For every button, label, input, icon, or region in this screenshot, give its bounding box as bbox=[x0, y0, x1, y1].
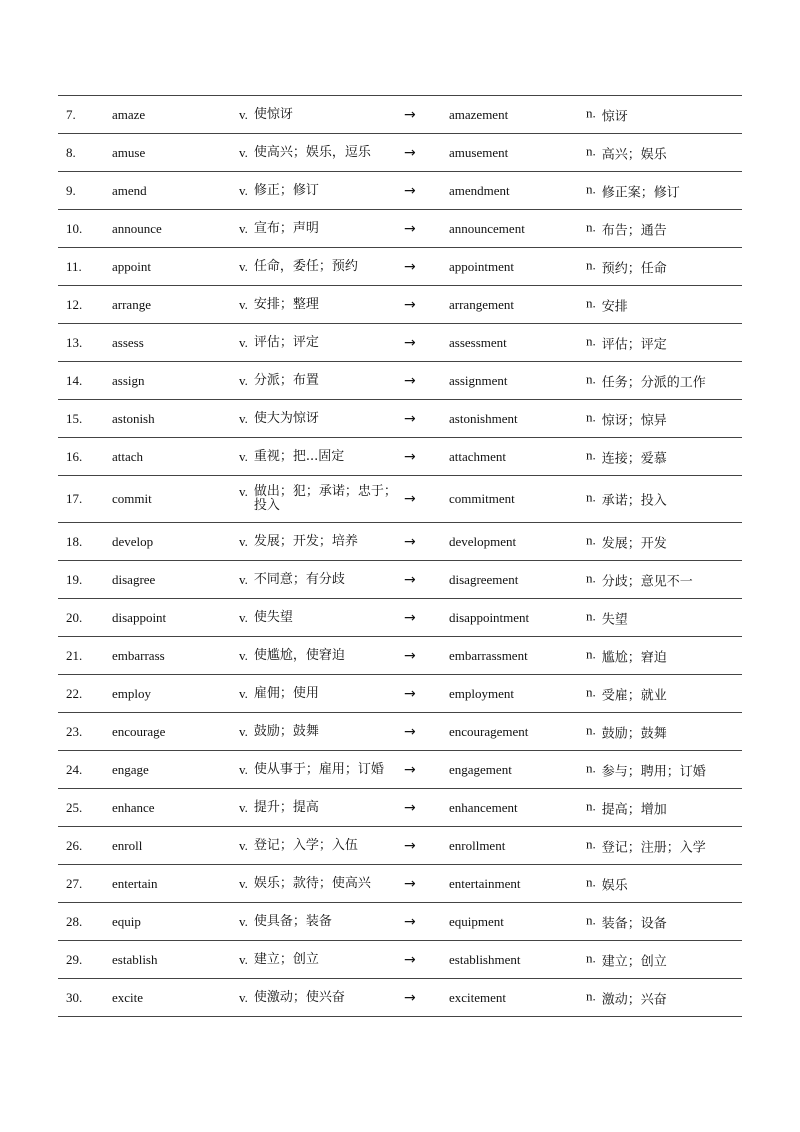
noun-word: attachment bbox=[449, 448, 507, 464]
verb-pos: v. bbox=[239, 220, 248, 236]
noun-definition bbox=[586, 722, 667, 741]
noun-word: disappointment bbox=[449, 609, 530, 625]
noun-definition bbox=[586, 181, 680, 200]
noun-meaning: 安排 bbox=[601, 299, 628, 314]
noun-meaning: 评估；评定 bbox=[601, 337, 667, 352]
noun-word: engagement bbox=[449, 761, 512, 777]
noun-word: astonishment bbox=[449, 410, 518, 426]
verb-definition bbox=[239, 649, 397, 663]
noun-pos: n. bbox=[586, 181, 596, 196]
right-arrow-icon: → bbox=[404, 951, 416, 968]
verb-pos: v. bbox=[239, 144, 248, 160]
noun-word: employment bbox=[449, 685, 514, 701]
noun-word: announcement bbox=[449, 220, 525, 236]
row-number: 7. bbox=[66, 106, 76, 122]
table-row bbox=[58, 362, 742, 400]
noun-pos: n. bbox=[586, 532, 596, 547]
noun-pos: n. bbox=[586, 371, 596, 386]
verb-meaning: 使惊讶 bbox=[253, 106, 293, 122]
verb-pos: v. bbox=[239, 989, 248, 1005]
noun-word: arrangement bbox=[449, 296, 514, 312]
table-row bbox=[58, 599, 742, 637]
verb-definition bbox=[239, 108, 397, 122]
table-row bbox=[58, 172, 742, 210]
row-number: 13. bbox=[66, 334, 83, 350]
verb-definition bbox=[239, 991, 397, 1005]
verb-meaning: 分派；布置 bbox=[253, 372, 319, 388]
table-row bbox=[58, 903, 742, 941]
noun-definition bbox=[586, 874, 628, 893]
table-row bbox=[58, 941, 742, 979]
verb-word: develop bbox=[112, 533, 154, 549]
verb-meaning: 使从事于；雇用；订婚 bbox=[253, 761, 384, 777]
noun-word: entertainment bbox=[449, 875, 521, 891]
verb-meaning: 修正；修订 bbox=[253, 182, 319, 198]
row-number: 25. bbox=[66, 799, 83, 815]
noun-definition bbox=[586, 608, 628, 627]
right-arrow-icon: → bbox=[404, 647, 416, 664]
right-arrow-icon: → bbox=[404, 799, 416, 816]
noun-word: assignment bbox=[449, 372, 508, 388]
verb-meaning: 安排；整理 bbox=[253, 296, 319, 312]
row-number: 23. bbox=[66, 723, 83, 739]
table-row bbox=[58, 637, 742, 675]
noun-pos: n. bbox=[586, 798, 596, 813]
verb-definition bbox=[239, 839, 397, 853]
noun-pos: n. bbox=[586, 219, 596, 234]
verb-meaning: 使高兴；娱乐，逗乐 bbox=[253, 144, 371, 160]
noun-definition bbox=[586, 684, 667, 703]
row-number: 24. bbox=[66, 761, 83, 777]
row-number: 11. bbox=[66, 258, 82, 274]
noun-pos: n. bbox=[586, 760, 596, 775]
noun-pos: n. bbox=[586, 143, 596, 158]
noun-meaning: 提高；增加 bbox=[601, 802, 667, 817]
verb-definition bbox=[239, 953, 397, 967]
verb-meaning: 登记；入学；入伍 bbox=[253, 837, 358, 853]
table-row bbox=[58, 286, 742, 324]
verb-definition bbox=[239, 298, 397, 312]
verb-definition bbox=[239, 763, 397, 777]
noun-meaning: 布告；通告 bbox=[601, 223, 667, 238]
verb-word: employ bbox=[112, 685, 151, 701]
verb-pos: v. bbox=[239, 484, 248, 499]
noun-word: amendment bbox=[449, 182, 510, 198]
noun-meaning: 任务；分派的工作 bbox=[601, 375, 706, 390]
noun-word: amusement bbox=[449, 144, 509, 160]
verb-meaning: 发展；开发；培养 bbox=[253, 533, 358, 549]
verb-pos: v. bbox=[239, 533, 248, 549]
noun-pos: n. bbox=[586, 105, 596, 120]
right-arrow-icon: → bbox=[404, 296, 416, 313]
row-number: 12. bbox=[66, 296, 83, 312]
noun-definition bbox=[586, 333, 667, 352]
right-arrow-icon: → bbox=[404, 182, 416, 199]
noun-definition bbox=[586, 447, 667, 466]
row-number: 30. bbox=[66, 989, 83, 1005]
verb-pos: v. bbox=[239, 334, 248, 350]
table-row bbox=[58, 324, 742, 362]
verb-pos: v. bbox=[239, 837, 248, 853]
verb-word: assign bbox=[112, 372, 145, 388]
table-row bbox=[58, 400, 742, 438]
table-row bbox=[58, 523, 742, 561]
verb-word: amend bbox=[112, 182, 147, 198]
verb-definition bbox=[239, 336, 397, 350]
noun-definition bbox=[586, 988, 667, 1007]
noun-meaning: 高兴；娱乐 bbox=[601, 147, 667, 162]
noun-word: excitement bbox=[449, 989, 507, 1005]
verb-definition bbox=[239, 687, 397, 701]
verb-meaning: 雇佣；使用 bbox=[253, 685, 319, 701]
verb-meaning: 建立；创立 bbox=[253, 951, 319, 967]
right-arrow-icon: → bbox=[404, 448, 416, 465]
noun-pos: n. bbox=[586, 489, 596, 505]
right-arrow-icon: → bbox=[404, 609, 416, 626]
verb-pos: v. bbox=[239, 685, 248, 701]
verb-word: amuse bbox=[112, 144, 146, 160]
row-number: 17. bbox=[66, 491, 83, 506]
noun-word: commitment bbox=[449, 491, 515, 506]
verb-meaning: 重视；把...固定 bbox=[253, 448, 345, 464]
noun-meaning: 失望 bbox=[601, 612, 628, 627]
verb-meaning: 使激动；使兴奋 bbox=[253, 989, 345, 1005]
table-row bbox=[58, 561, 742, 599]
row-number: 27. bbox=[66, 875, 83, 891]
table-row bbox=[58, 96, 742, 134]
row-number: 28. bbox=[66, 913, 83, 929]
verb-definition bbox=[239, 374, 397, 388]
table-row bbox=[58, 248, 742, 286]
verb-definition bbox=[239, 260, 397, 274]
verb-definition bbox=[239, 412, 397, 426]
noun-pos: n. bbox=[586, 874, 596, 889]
row-number: 8. bbox=[66, 144, 76, 160]
verb-word: entertain bbox=[112, 875, 158, 891]
verb-word: encourage bbox=[112, 723, 166, 739]
verb-meaning: 评估；评定 bbox=[253, 334, 319, 350]
verb-word: engage bbox=[112, 761, 149, 777]
noun-definition bbox=[586, 371, 706, 390]
noun-meaning: 发展；开发 bbox=[601, 536, 667, 551]
noun-definition bbox=[586, 798, 667, 817]
noun-pos: n. bbox=[586, 722, 596, 737]
table-row bbox=[58, 865, 742, 903]
right-arrow-icon: → bbox=[404, 372, 416, 389]
noun-meaning: 激动；兴奋 bbox=[601, 992, 667, 1007]
noun-definition bbox=[586, 760, 706, 779]
verb-word: enroll bbox=[112, 837, 143, 853]
verb-definition bbox=[239, 535, 397, 549]
noun-meaning: 连接；爱慕 bbox=[601, 451, 667, 466]
verb-definition bbox=[239, 146, 397, 160]
noun-pos: n. bbox=[586, 836, 596, 851]
verb-meaning: 宣布；声明 bbox=[253, 220, 319, 236]
noun-pos: n. bbox=[586, 570, 596, 585]
verb-meaning: 使尴尬，使窘迫 bbox=[253, 647, 345, 663]
noun-definition bbox=[586, 836, 706, 855]
verb-pos: v. bbox=[239, 182, 248, 198]
verb-definition bbox=[239, 801, 397, 815]
right-arrow-icon: → bbox=[404, 533, 416, 550]
verb-word: excite bbox=[112, 989, 144, 1005]
noun-meaning: 装备；设备 bbox=[601, 916, 667, 931]
verb-definition bbox=[239, 222, 397, 236]
noun-meaning: 尴尬；窘迫 bbox=[601, 650, 667, 665]
noun-definition bbox=[586, 646, 667, 665]
noun-meaning: 参与；聘用；订婚 bbox=[601, 764, 706, 779]
noun-word: enrollment bbox=[449, 837, 506, 853]
noun-definition bbox=[586, 532, 667, 551]
verb-word: embarrass bbox=[112, 647, 165, 663]
noun-meaning: 娱乐 bbox=[601, 878, 628, 893]
noun-word: assessment bbox=[449, 334, 507, 350]
verb-word: announce bbox=[112, 220, 162, 236]
row-number: 26. bbox=[66, 837, 83, 853]
table-row bbox=[58, 438, 742, 476]
noun-meaning: 修正案；修订 bbox=[601, 185, 680, 200]
verb-word: disagree bbox=[112, 571, 156, 587]
row-number: 15. bbox=[66, 410, 83, 426]
right-arrow-icon: → bbox=[404, 571, 416, 588]
row-number: 22. bbox=[66, 685, 83, 701]
noun-definition bbox=[586, 912, 667, 931]
verb-word: disappoint bbox=[112, 609, 167, 625]
verb-pos: v. bbox=[239, 372, 248, 388]
verb-word: arrange bbox=[112, 296, 151, 312]
noun-pos: n. bbox=[586, 646, 596, 661]
table-row bbox=[58, 675, 742, 713]
vocabulary-table bbox=[58, 95, 742, 1017]
verb-meaning: 使具备；装备 bbox=[253, 913, 332, 929]
noun-meaning: 建立；创立 bbox=[601, 954, 667, 969]
noun-pos: n. bbox=[586, 333, 596, 348]
verb-word: attach bbox=[112, 448, 144, 464]
noun-definition bbox=[586, 490, 667, 509]
verb-word: commit bbox=[112, 491, 152, 506]
row-number: 16. bbox=[66, 448, 83, 464]
right-arrow-icon: → bbox=[404, 491, 416, 507]
table-row bbox=[58, 789, 742, 827]
row-number: 20. bbox=[66, 609, 83, 625]
noun-pos: n. bbox=[586, 988, 596, 1003]
right-arrow-icon: → bbox=[404, 723, 416, 740]
verb-pos: v. bbox=[239, 761, 248, 777]
noun-meaning: 鼓励；鼓舞 bbox=[601, 726, 667, 741]
verb-definition bbox=[239, 184, 397, 198]
right-arrow-icon: → bbox=[404, 220, 416, 237]
verb-pos: v. bbox=[239, 647, 248, 663]
verb-meaning: 提升；提高 bbox=[253, 799, 319, 815]
noun-meaning: 预约；任命 bbox=[601, 261, 667, 276]
noun-meaning: 惊讶 bbox=[601, 109, 628, 124]
noun-meaning: 承诺；投入 bbox=[601, 493, 667, 509]
row-number: 9. bbox=[66, 182, 76, 198]
noun-pos: n. bbox=[586, 684, 596, 699]
noun-definition bbox=[586, 409, 667, 428]
verb-pos: v. bbox=[239, 723, 248, 739]
verb-word: amaze bbox=[112, 106, 146, 122]
verb-definition bbox=[239, 877, 397, 891]
verb-definition bbox=[239, 915, 397, 929]
right-arrow-icon: → bbox=[404, 334, 416, 351]
noun-word: amazement bbox=[449, 106, 509, 122]
verb-meaning: 娱乐；款待；使高兴 bbox=[253, 875, 371, 891]
verb-pos: v. bbox=[239, 410, 248, 426]
verb-pos: v. bbox=[239, 258, 248, 274]
noun-definition bbox=[586, 219, 667, 238]
table-row bbox=[58, 134, 742, 172]
verb-word: equip bbox=[112, 913, 141, 929]
noun-word: embarrassment bbox=[449, 647, 528, 663]
verb-pos: v. bbox=[239, 106, 248, 122]
verb-meaning: 鼓励；鼓舞 bbox=[253, 723, 319, 739]
right-arrow-icon: → bbox=[404, 106, 416, 123]
noun-word: development bbox=[449, 533, 517, 549]
right-arrow-icon: → bbox=[404, 875, 416, 892]
verb-word: astonish bbox=[112, 410, 155, 426]
noun-word: enhancement bbox=[449, 799, 518, 815]
right-arrow-icon: → bbox=[404, 258, 416, 275]
noun-pos: n. bbox=[586, 608, 596, 623]
verb-meaning: 任命，委任；预约 bbox=[253, 258, 358, 274]
noun-word: equipment bbox=[449, 913, 504, 929]
noun-pos: n. bbox=[586, 257, 596, 272]
noun-word: establishment bbox=[449, 951, 521, 967]
table-row bbox=[58, 751, 742, 789]
verb-definition bbox=[239, 485, 397, 513]
verb-word: enhance bbox=[112, 799, 155, 815]
right-arrow-icon: → bbox=[404, 685, 416, 702]
row-number: 18. bbox=[66, 533, 83, 549]
table-body bbox=[58, 96, 742, 1017]
table-row bbox=[58, 210, 742, 248]
noun-definition bbox=[586, 570, 693, 589]
noun-definition bbox=[586, 105, 628, 124]
verb-definition bbox=[239, 573, 397, 587]
verb-definition bbox=[239, 611, 397, 625]
noun-word: disagreement bbox=[449, 571, 519, 587]
verb-word: establish bbox=[112, 951, 158, 967]
noun-definition bbox=[586, 257, 667, 276]
noun-meaning: 登记；注册；入学 bbox=[601, 840, 706, 855]
noun-meaning: 分歧；意见不一 bbox=[601, 574, 693, 589]
verb-meaning: 做出；犯；承诺；忠于；投入 bbox=[253, 484, 397, 513]
noun-meaning: 受雇；就业 bbox=[601, 688, 667, 703]
verb-definition bbox=[239, 450, 397, 464]
row-number: 21. bbox=[66, 647, 83, 663]
verb-meaning: 不同意；有分歧 bbox=[253, 571, 345, 587]
right-arrow-icon: → bbox=[404, 913, 416, 930]
right-arrow-icon: → bbox=[404, 144, 416, 161]
noun-definition bbox=[586, 295, 628, 314]
noun-pos: n. bbox=[586, 295, 596, 310]
verb-pos: v. bbox=[239, 609, 248, 625]
table-row bbox=[58, 476, 742, 523]
noun-pos: n. bbox=[586, 950, 596, 965]
verb-pos: v. bbox=[239, 913, 248, 929]
verb-definition bbox=[239, 725, 397, 739]
row-number: 19. bbox=[66, 571, 83, 587]
table-row bbox=[58, 979, 742, 1017]
noun-pos: n. bbox=[586, 409, 596, 424]
verb-pos: v. bbox=[239, 571, 248, 587]
noun-definition bbox=[586, 143, 667, 162]
noun-definition bbox=[586, 950, 667, 969]
verb-pos: v. bbox=[239, 875, 248, 891]
verb-word: assess bbox=[112, 334, 144, 350]
right-arrow-icon: → bbox=[404, 837, 416, 854]
verb-meaning: 使大为惊讶 bbox=[253, 410, 319, 426]
noun-word: encouragement bbox=[449, 723, 529, 739]
verb-pos: v. bbox=[239, 799, 248, 815]
row-number: 14. bbox=[66, 372, 83, 388]
table-row bbox=[58, 827, 742, 865]
row-number: 10. bbox=[66, 220, 83, 236]
right-arrow-icon: → bbox=[404, 761, 416, 778]
noun-meaning: 惊讶；惊异 bbox=[601, 413, 667, 428]
row-number: 29. bbox=[66, 951, 83, 967]
verb-pos: v. bbox=[239, 951, 248, 967]
right-arrow-icon: → bbox=[404, 989, 416, 1006]
verb-word: appoint bbox=[112, 258, 151, 274]
right-arrow-icon: → bbox=[404, 410, 416, 427]
noun-pos: n. bbox=[586, 912, 596, 927]
verb-pos: v. bbox=[239, 448, 248, 464]
table-row bbox=[58, 713, 742, 751]
noun-word: appointment bbox=[449, 258, 514, 274]
noun-pos: n. bbox=[586, 447, 596, 462]
verb-meaning: 使失望 bbox=[253, 609, 293, 625]
verb-pos: v. bbox=[239, 296, 248, 312]
